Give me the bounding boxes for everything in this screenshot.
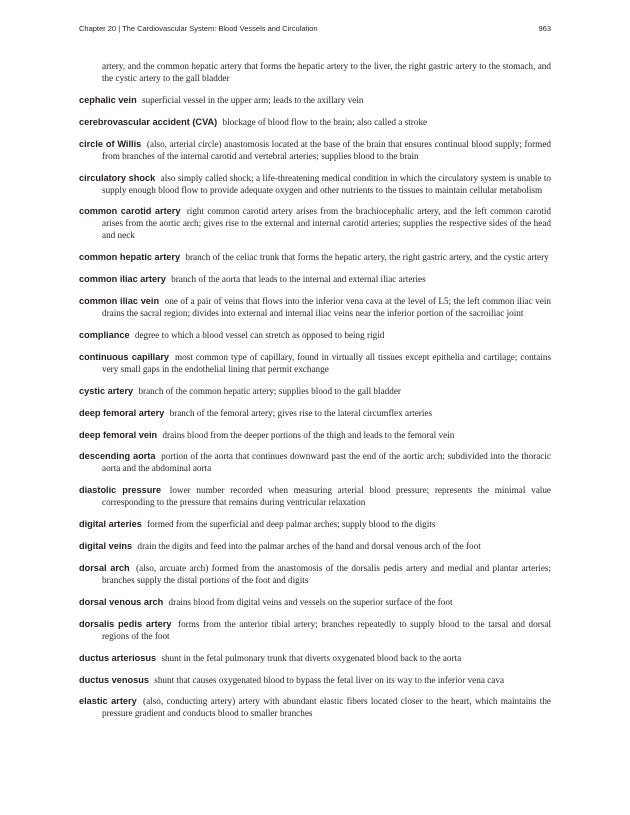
glossary-entry xyxy=(79,695,551,719)
glossary-term: descending aorta xyxy=(79,451,156,462)
glossary-entry xyxy=(79,518,551,530)
glossary-definition: drain the digits and feed into the palmar arches of the hand and dorsal venous arch of the foot xyxy=(137,541,481,552)
glossary-term: continuous capillary xyxy=(79,351,170,362)
glossary-definition: shunt that causes oxygenated blood to bypass the fetal liver on its way to the inferior vena cava xyxy=(154,674,505,685)
glossary-term: common iliac vein xyxy=(79,296,160,307)
glossary-term: dorsal venous arch xyxy=(79,596,164,607)
page-number: 963 xyxy=(538,24,551,33)
glossary-term: common carotid artery xyxy=(79,206,181,217)
glossary-definition: drains blood from the deeper portions of the thigh and leads to the femoral vein xyxy=(162,429,455,440)
glossary-entry xyxy=(79,674,551,686)
glossary-term: digital arteries xyxy=(79,519,142,530)
glossary-entry xyxy=(79,385,551,397)
glossary-definition: blockage of blood flow to the brain; also called a stroke xyxy=(222,116,428,127)
glossary-entry xyxy=(79,596,551,608)
glossary-definition: branch of the femoral artery; gives rise to the lateral circumflex arteries xyxy=(169,407,433,418)
glossary-definition: most common type of capillary, found in virtually all tissues except epithelia and cartilage; contains very small gaps in the endothelial lining that permit exchange xyxy=(102,351,552,374)
glossary-term: dorsal arch xyxy=(79,563,130,574)
glossary-definition: formed from the superficial and deep palmar arches; supply blood to the digits xyxy=(147,519,436,530)
glossary-entry xyxy=(79,138,551,162)
glossary-term: ductus venosus xyxy=(79,674,149,685)
glossary xyxy=(79,60,551,729)
glossary-entry xyxy=(79,94,551,106)
glossary-term: cerebrovascular accident (CVA) xyxy=(79,116,218,127)
glossary-term: circulatory shock xyxy=(79,172,156,183)
glossary-entry xyxy=(79,484,551,508)
glossary-entry xyxy=(79,652,551,664)
glossary-definition: one of a pair of veins that flows into the inferior vena cava at the level of L5; the left common iliac vein drains the sacral region; divides into external and internal iliac veins near the inferior portion of the sacroiliac joint xyxy=(102,296,551,319)
glossary-term: cephalic vein xyxy=(79,94,137,105)
running-header xyxy=(79,24,551,33)
glossary-entry xyxy=(79,351,551,375)
glossary-definition: drains blood from digital veins and vessels on the superior surface of the foot xyxy=(168,596,453,607)
glossary-term: elastic artery xyxy=(79,696,137,707)
glossary-entry xyxy=(79,562,551,586)
glossary-definition: (also, arterial circle) anastomosis located at the base of the brain that ensures continual blood supply; formed from branches of the internal carotid and vertebral arteries; supplies blood to the brain xyxy=(102,138,551,161)
glossary-definition: portion of the aorta that continues downward past the end of the aortic arch; subdivided into the thoracic aorta and the abdominal aorta xyxy=(102,451,552,474)
glossary-term: dorsalis pedis artery xyxy=(79,618,172,629)
glossary-entry xyxy=(79,116,551,128)
glossary-entry xyxy=(79,429,551,441)
glossary-term: diastolic pressure xyxy=(79,485,162,496)
glossary-term: common hepatic artery xyxy=(79,252,181,263)
glossary-definition: branch of the celiac trunk that forms the hepatic artery, the right gastric artery, and the cystic artery xyxy=(185,252,549,263)
glossary-definition: shunt in the fetal pulmonary trunk that diverts oxygenated blood back to the aorta xyxy=(161,652,462,663)
glossary-entry xyxy=(79,540,551,552)
glossary-definition: right common carotid artery arises from the brachiocephalic artery, and the left common carotid arises from the aortic arch; gives rise to the external and internal carotid arteries; supplies the respective sides of the head and neck xyxy=(102,206,552,241)
glossary-definition: branch of the common hepatic artery; supplies blood to the gall bladder xyxy=(138,385,401,396)
glossary-definition: branch of the aorta that leads to the internal and external iliac arteries xyxy=(171,274,426,285)
glossary-definition: also simply called shock; a life-threatening medical condition in which the circulatory system is unable to supply enough blood flow to provide adequate oxygen and other nutrients to the tissues to maintain cellular metabolism xyxy=(102,172,552,195)
glossary-term: deep femoral artery xyxy=(79,407,165,418)
glossary-term: deep femoral vein xyxy=(79,429,158,440)
glossary-definition: (also, arcuate arch) formed from the anastomosis of the dorsalis pedis artery and medial and plantar arteries; branches supply the distal portions of the foot and digits xyxy=(102,563,552,586)
glossary-entry xyxy=(79,205,551,241)
glossary-entry xyxy=(79,251,551,263)
glossary-entry xyxy=(79,618,551,642)
glossary-term: compliance xyxy=(79,330,130,341)
glossary-entry xyxy=(79,450,551,474)
glossary-entries xyxy=(79,94,551,720)
glossary-entry xyxy=(79,407,551,419)
glossary-definition: forms from the anterior tibial artery; branches repeatedly to supply blood to the tarsal and dorsal regions of the foot xyxy=(102,618,552,641)
chapter-title: Chapter 20 | The Cardiovascular System: Blood Vessels and Circulation xyxy=(79,24,318,33)
glossary-entry xyxy=(79,295,551,319)
glossary-entry xyxy=(79,329,551,341)
glossary-term: ductus arteriosus xyxy=(79,652,157,663)
glossary-term: common iliac artery xyxy=(79,274,166,285)
glossary-definition: degree to which a blood vessel can stretch as opposed to being rigid xyxy=(134,330,385,341)
glossary-definition: (also, conducting artery) artery with abundant elastic fibers located closer to the heart, which maintains the pressure gradient and conducts blood to smaller branches xyxy=(102,696,551,719)
glossary-entry xyxy=(79,273,551,285)
glossary-definition: superficial vessel in the upper arm; leads to the axillary vein xyxy=(142,94,364,105)
glossary-term: circle of Willis xyxy=(79,138,142,149)
glossary-continuation: artery, and the common hepatic artery that forms the hepatic artery to the liver, the right gastric artery to the stomach, and the cystic artery to the gall bladder xyxy=(102,61,551,83)
glossary-term: digital veins xyxy=(79,541,133,552)
glossary-entry xyxy=(79,172,551,196)
glossary-term: cystic artery xyxy=(79,385,134,396)
glossary-definition: lower number recorded when measuring arterial blood pressure; represents the minimal value corresponding to the pressure that remains during ventricular relaxation xyxy=(102,485,551,508)
